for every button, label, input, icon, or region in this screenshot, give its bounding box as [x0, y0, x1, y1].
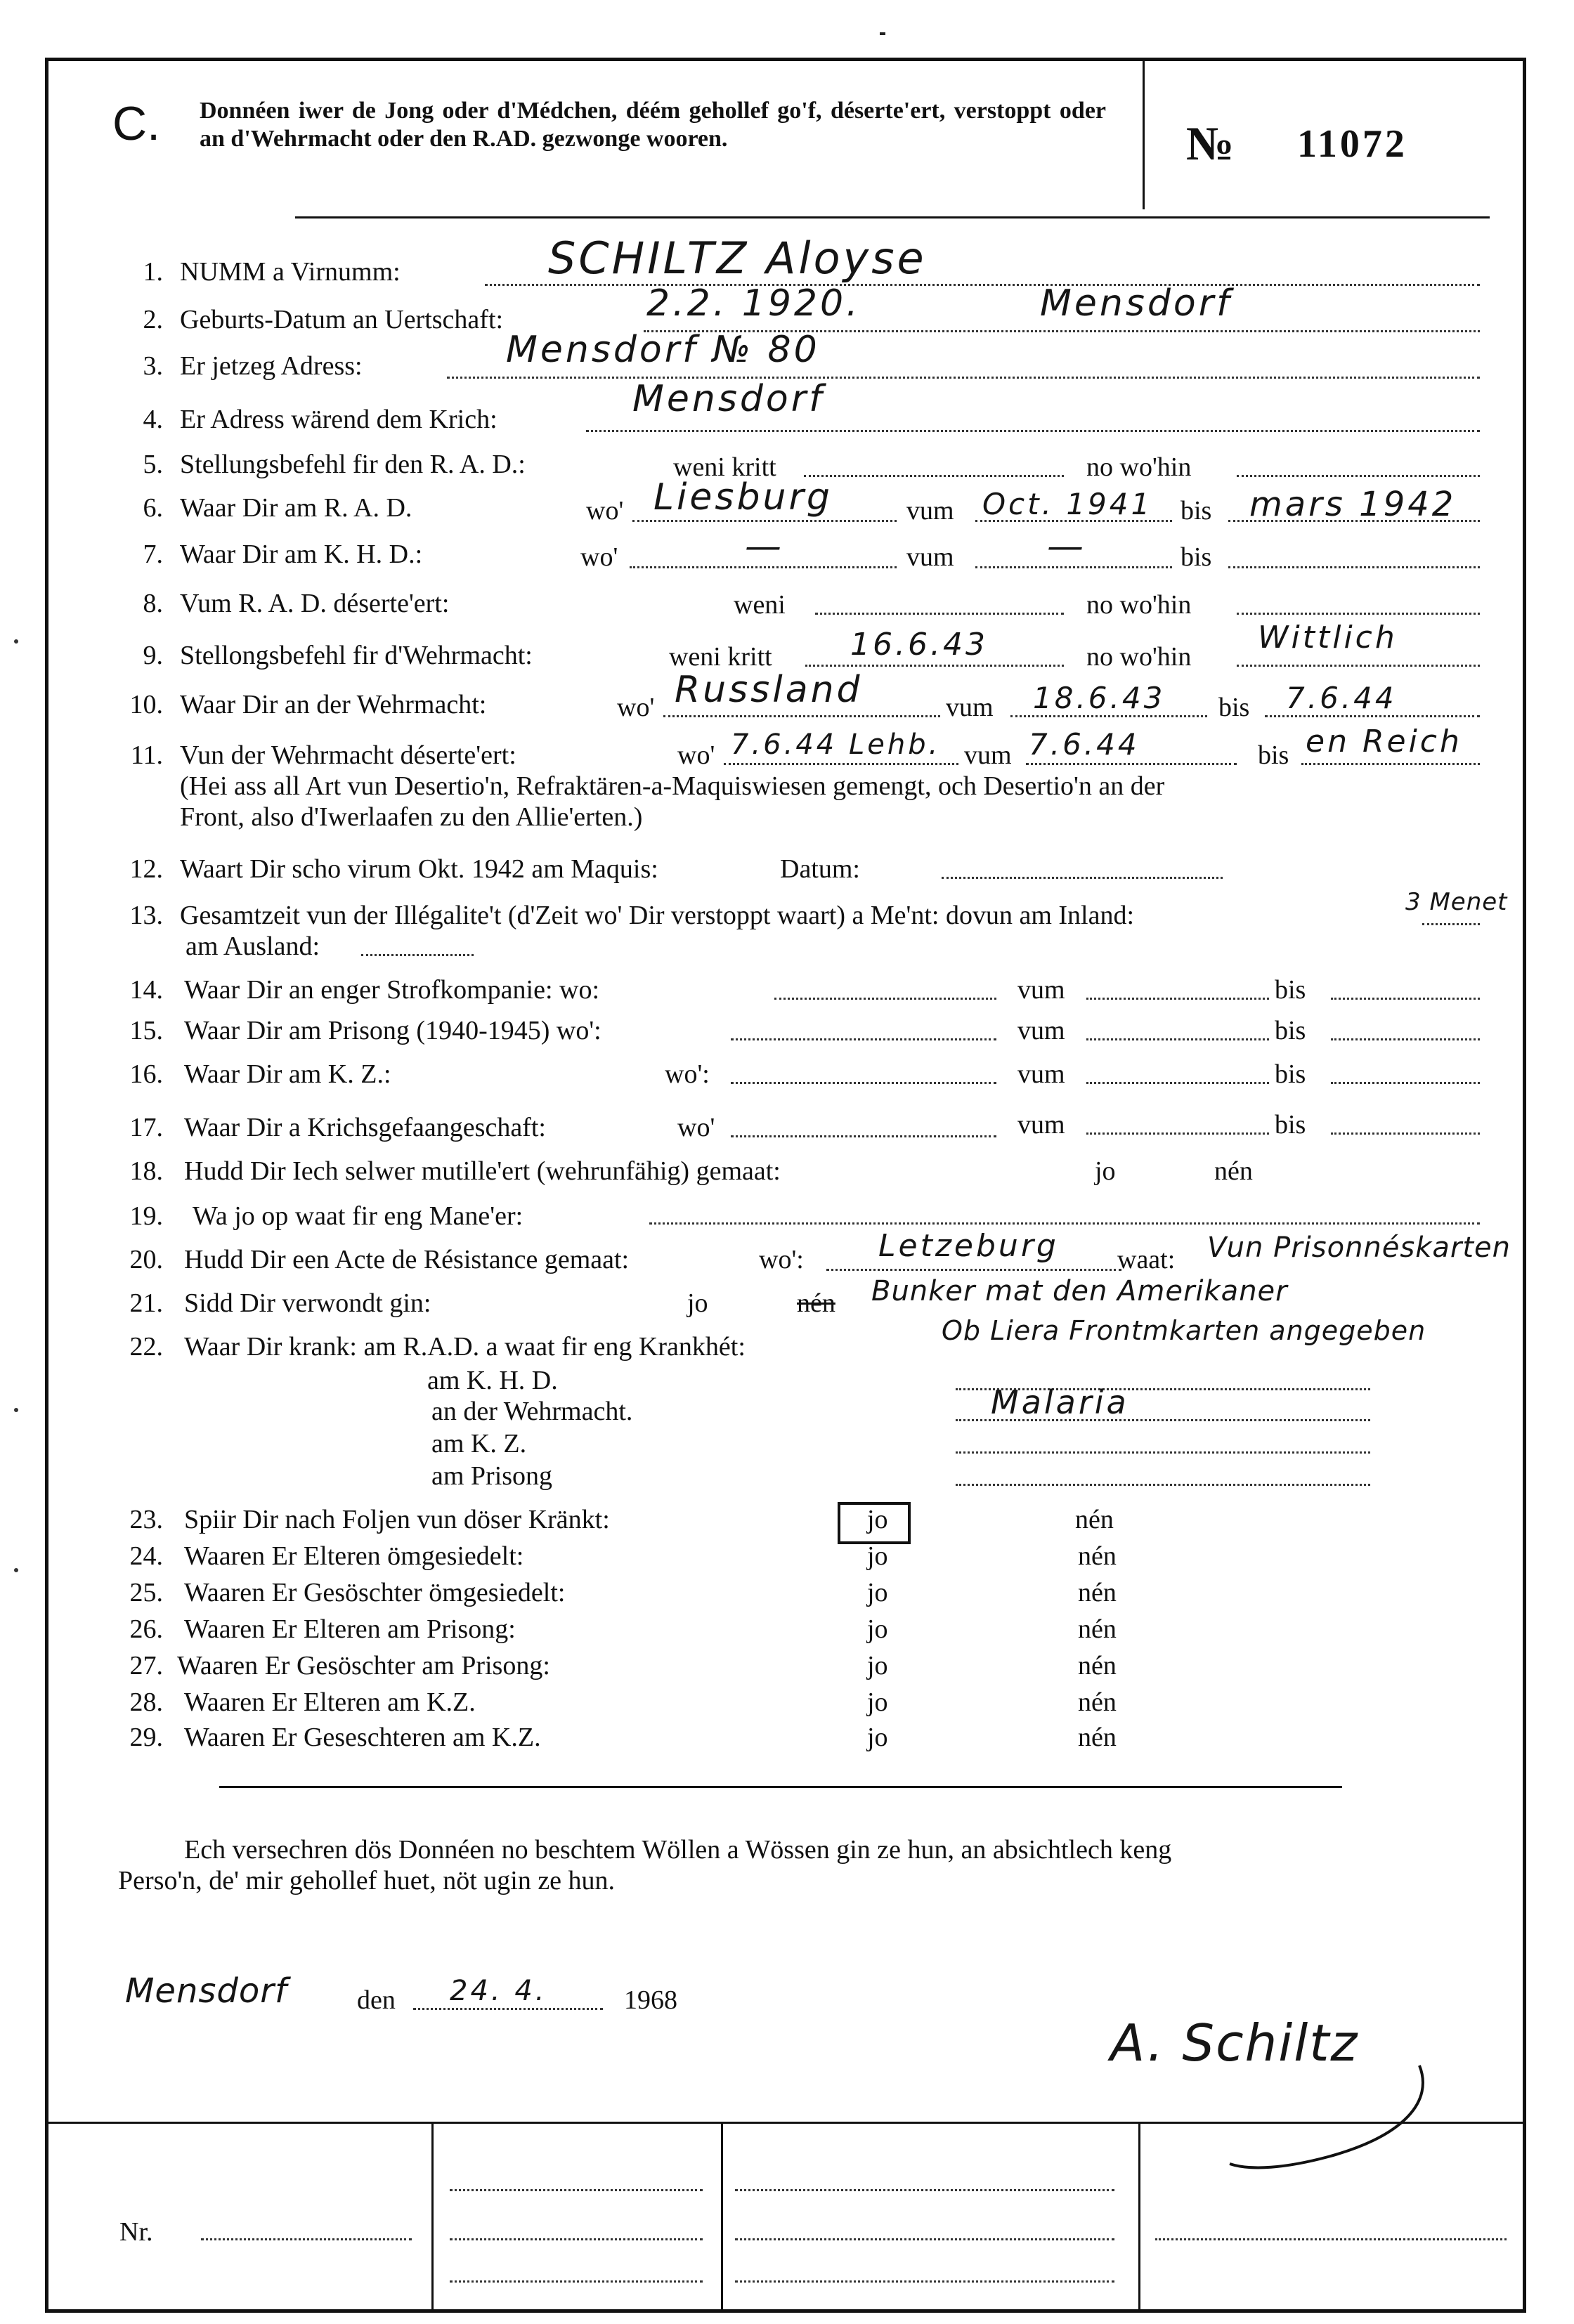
footer-dots-7[interactable] [1155, 2238, 1507, 2240]
hw-wehrmacht-order-date: 16.6.43 [850, 627, 988, 662]
q6-bis: bis [1180, 496, 1212, 525]
q7-label: Waar Dir am K. H. D.: [180, 540, 423, 569]
q20-where-field[interactable] [826, 1269, 1121, 1271]
q22-sub-prisong: am Prisong [431, 1461, 553, 1491]
q16-label: Waar Dir am K. Z.: [184, 1059, 391, 1089]
q17-number: 17. [129, 1113, 163, 1142]
footer-col-2 [721, 2122, 723, 2313]
q5-where-field[interactable] [1237, 475, 1480, 477]
q27-label: Waaren Er Gesöschter am Prisong: [177, 1651, 550, 1680]
q11-number: 11. [130, 740, 163, 770]
hw-birth-place: Mensdorf [1040, 282, 1232, 325]
q16-where-field[interactable] [731, 1082, 996, 1084]
q15-where-field[interactable] [731, 1038, 996, 1040]
q28-number: 28. [129, 1687, 163, 1717]
hw-place: Mensdorf [125, 1971, 287, 2011]
q26-label: Waaren Er Elteren am Prisong: [184, 1614, 516, 1644]
q7-vum: vum [906, 542, 954, 572]
hw-wehrmacht-to: 7.6.44 [1286, 681, 1397, 715]
q19-field[interactable] [649, 1222, 1480, 1225]
q18-label: Hudd Dir Iech selwer mutille'ert (wehrunfähig) gemaat: [184, 1156, 781, 1186]
q8-label: Vum R. A. D. déserte'ert: [180, 589, 450, 618]
section-letter: C. [112, 97, 160, 150]
q6-number: 6. [143, 493, 163, 523]
q15-label: Waar Dir am Prisong (1940-1945) wo': [184, 1016, 601, 1045]
q22-number: 22. [129, 1332, 163, 1362]
q17-vum: vum [1017, 1110, 1065, 1140]
q13-ausland-field[interactable] [361, 954, 474, 956]
q5-weni-kritt: weni kritt [673, 452, 776, 482]
footer-col-1 [431, 2122, 434, 2313]
margin-mark [14, 1568, 18, 1572]
q26-number: 26. [129, 1614, 163, 1644]
q17-to-field[interactable] [1331, 1132, 1480, 1135]
q12-label: Waart Dir scho virum Okt. 1942 am Maquis: [180, 854, 658, 884]
q5-number: 5. [143, 450, 163, 479]
q13-label: Gesamtzeit vun der Illégalite't (d'Zeit wo' Dir verstoppt waart) a Me'nt: dovun am Inland: [180, 901, 1135, 930]
section-title: Donnéen iwer de Jong oder d'Médchen, déém gehollef go'f, déserte'ert, verstoppt oder an d'Wehrmacht oder den R.AD. gezwonge wooren. [200, 98, 1106, 152]
q11-label: Vun der Wehrmacht déserte'ert: [180, 740, 516, 770]
q6-wo: wo' [586, 496, 624, 525]
q2-label: Geburts-Datum an Uertschaft: [180, 305, 504, 334]
q15-number: 15. [129, 1016, 163, 1045]
footer-dots-2[interactable] [450, 2238, 703, 2240]
hw-rad-where: Liesburg [653, 476, 833, 518]
q6-vum: vum [906, 496, 954, 525]
q17-wo: wo' [677, 1113, 715, 1142]
q21-label: Sidd Dir verwondt gin: [184, 1288, 431, 1318]
q9-weni-kritt: weni kritt [669, 642, 772, 672]
q14-to-field[interactable] [1331, 998, 1480, 1000]
q8-wohin: no wo'hin [1086, 590, 1192, 620]
q14-number: 14. [129, 975, 163, 1005]
hw-resistance-where: Letzeburg [878, 1228, 1059, 1264]
hw-wounded-note: Bunker mat den Amerikaner [871, 1275, 1288, 1307]
q13-number: 13. [129, 901, 163, 930]
header-rule [295, 216, 1490, 218]
header-divider [1143, 58, 1145, 209]
q18-nen[interactable]: nén [1214, 1156, 1253, 1186]
q22-prisong-field[interactable] [956, 1484, 1370, 1486]
q1-label: NUMM a Virnumm: [180, 257, 401, 287]
q5-label: Stellungsbefehl fir den R. A. D.: [180, 450, 526, 479]
year-label: 1968 [624, 1985, 677, 2015]
q22-sub-kz: am K. Z. [431, 1429, 527, 1458]
q14-label: Waar Dir an enger Strofkompanie: wo: [184, 975, 600, 1005]
hw-inland-months: 3 Menet [1405, 888, 1508, 916]
stray-mark [880, 32, 885, 35]
q19-label: Wa jo op waat fir eng Mane'er: [193, 1201, 523, 1231]
q11-vum: vum [964, 740, 1012, 770]
footer-dots-3[interactable] [450, 2280, 703, 2283]
q8-where-field[interactable] [1237, 613, 1480, 615]
q3-label: Er jetzeg Adress: [180, 351, 363, 381]
hw-signature: A. Schiltz [1110, 2013, 1359, 2072]
q9-no-wohin: no wo'hin [1086, 642, 1192, 672]
q1-field[interactable] [485, 284, 1480, 286]
q2-number: 2. [143, 305, 163, 334]
hw-illness-wehrmacht: Malaria [991, 1383, 1129, 1421]
q4-field[interactable] [586, 430, 1480, 432]
q21-nen[interactable]: nén [797, 1288, 835, 1318]
q11-wo: wo' [677, 740, 715, 770]
q28-jo[interactable]: jo [867, 1687, 888, 1717]
q23-number: 23. [129, 1505, 163, 1534]
hw-desert-where: 7.6.44 Lehb. [731, 729, 941, 761]
footer-dots-4[interactable] [735, 2189, 1114, 2191]
q3-number: 3. [143, 351, 163, 381]
q15-bis: bis [1275, 1016, 1306, 1045]
q9-number: 9. [143, 641, 163, 670]
footer-dots-6[interactable] [735, 2280, 1114, 2283]
hw-address: Mensdorf № 80 [506, 329, 820, 371]
q25-nen[interactable]: nén [1078, 1578, 1117, 1607]
q8-date-field[interactable] [815, 613, 1064, 615]
q29-label: Waaren Er Geseschteren am K.Z. [184, 1723, 541, 1752]
q8-weni: weni [734, 590, 786, 620]
q14-vum: vum [1017, 975, 1065, 1005]
q22-sub-khd: am K. H. D. [427, 1366, 558, 1395]
q7-number: 7. [143, 540, 163, 569]
q25-number: 25. [129, 1578, 163, 1607]
footer-col-3 [1138, 2122, 1140, 2313]
hw-date: 24. 4. [450, 1975, 547, 2007]
footer-nr-label: Nr. [119, 2217, 153, 2247]
q21-jo[interactable]: jo [687, 1288, 708, 1318]
q16-bis: bis [1275, 1059, 1306, 1089]
q11-note-line1: (Hei ass all Art vun Desertio'n, Refraktären-a-Maquiswiesen gemengt, och Desertio'n an der [180, 771, 1165, 801]
q23-nen[interactable]: nén [1075, 1505, 1114, 1534]
hw-khd-from: — [1047, 525, 1086, 568]
q10-wo: wo' [617, 693, 655, 722]
q27-jo[interactable]: jo [867, 1651, 888, 1680]
q14-bis: bis [1275, 975, 1306, 1005]
q3-field[interactable] [447, 377, 1480, 379]
q17-bis: bis [1275, 1110, 1306, 1140]
q21-number: 21. [129, 1288, 163, 1318]
hw-resistance-what: Vun Prisonnéskarten [1207, 1232, 1511, 1264]
hw-war-address: Mensdorf [632, 378, 825, 420]
q29-nen[interactable]: nén [1078, 1723, 1117, 1752]
q17-label: Waar Dir a Krichsgefaangeschaft: [184, 1113, 546, 1142]
q16-wo: wo': [665, 1059, 710, 1089]
q26-jo[interactable]: jo [867, 1614, 888, 1644]
number-symbol: № [1186, 117, 1235, 170]
q11-bis: bis [1258, 740, 1289, 770]
q14-where-field[interactable] [774, 998, 996, 1000]
hw-desert-from: 7.6.44 [1029, 727, 1140, 762]
q10-number: 10. [129, 690, 163, 719]
footer-rule [45, 2122, 1526, 2124]
q23-label: Spiir Dir nach Foljen vun döser Kränkt: [184, 1505, 610, 1534]
hw-wehrmacht-where: Russland [675, 669, 863, 711]
q24-label: Waaren Er Elteren ömgesiedelt: [184, 1541, 524, 1571]
declaration-line1: Ech versechren dös Donnéen no beschtem Wöllen a Wössen gin ze hun, an absichtlech keng [184, 1835, 1172, 1865]
hw-illness-rad: Ob Liera Frontmkarten angegeben [942, 1315, 1426, 1346]
q20-label: Hudd Dir een Acte de Résistance gemaat: [184, 1245, 630, 1274]
hw-rad-from: Oct. 1941 [982, 487, 1153, 521]
den-label: den [357, 1985, 396, 2015]
hw-khd-where: — [745, 525, 784, 568]
q7-bis: bis [1180, 542, 1212, 572]
q7-wo: wo' [580, 542, 618, 572]
hw-wehrmacht-from: 18.6.43 [1033, 681, 1166, 715]
q25-label: Waaren Er Gesöschter ömgesiedelt: [184, 1578, 566, 1607]
q26-nen[interactable]: nén [1078, 1614, 1117, 1644]
q17-where-field[interactable] [731, 1135, 996, 1137]
q16-from-field[interactable] [1086, 1082, 1269, 1084]
q7-to-field[interactable] [1228, 566, 1480, 568]
q1-number: 1. [143, 257, 163, 287]
q11-to-field[interactable] [1301, 763, 1480, 765]
q14-from-field[interactable] [1086, 998, 1269, 1000]
margin-mark [14, 639, 18, 644]
q12-date-field[interactable] [942, 877, 1223, 879]
q13-ausland-label: am Ausland: [186, 932, 320, 961]
q28-label: Waaren Er Elteren am K.Z. [184, 1687, 476, 1717]
q20-waat: waat: [1117, 1245, 1176, 1274]
q17-from-field[interactable] [1086, 1132, 1269, 1135]
q11-note-line2: Front, also d'Iwerlaafen zu den Allie'erten.) [180, 802, 643, 832]
q9-date-field[interactable] [805, 665, 1064, 667]
margin-mark [14, 1408, 18, 1412]
q20-wo: wo': [759, 1245, 804, 1274]
q22-label: Waar Dir krank: am R.A.D. a waat fir eng Krankhét: [184, 1332, 746, 1362]
q27-number: 27. [129, 1651, 163, 1680]
q12-datum: Datum: [780, 854, 860, 884]
hw-birth-date: 2.2. 1920. [646, 282, 861, 325]
q18-jo[interactable]: jo [1095, 1156, 1116, 1186]
q4-number: 4. [143, 405, 163, 434]
q16-number: 16. [129, 1059, 163, 1089]
q24-jo[interactable]: jo [867, 1541, 888, 1571]
q16-vum: vum [1017, 1059, 1065, 1089]
q6-where-field[interactable] [632, 520, 897, 522]
q8-number: 8. [143, 589, 163, 618]
q10-bis: bis [1218, 693, 1250, 722]
hw-desert-to: en Reich [1306, 724, 1462, 759]
hw-wehrmacht-order-where: Wittlich [1258, 620, 1398, 655]
q20-number: 20. [129, 1245, 163, 1274]
declaration-rule [219, 1786, 1342, 1788]
q6-label: Waar Dir am R. A. D. [180, 493, 412, 523]
q5-no-wohin: no wo'hin [1086, 452, 1192, 482]
q13-inland-field[interactable] [1422, 923, 1480, 925]
q10-label: Waar Dir an der Wehrmacht: [180, 690, 487, 719]
form-number: 11072 [1297, 122, 1407, 166]
q12-number: 12. [129, 854, 163, 884]
hw-rad-to: mars 1942 [1249, 485, 1457, 524]
q15-to-field[interactable] [1331, 1038, 1480, 1040]
q18-number: 18. [129, 1156, 163, 1186]
q4-label: Er Adress wärend dem Krich: [180, 405, 497, 434]
q10-vum: vum [946, 693, 994, 722]
q29-jo[interactable]: jo [867, 1723, 888, 1752]
footer-dots-1[interactable] [450, 2189, 703, 2191]
q19-number: 19. [129, 1201, 163, 1231]
q5-date-field[interactable] [804, 475, 1064, 477]
q9-where-field[interactable] [1237, 665, 1480, 667]
q23-jo[interactable]: jo [867, 1505, 888, 1534]
q10-where-field[interactable] [663, 715, 940, 717]
q9-label: Stellongsbefehl fir d'Wehrmacht: [180, 641, 533, 670]
q24-nen[interactable]: nén [1078, 1541, 1117, 1571]
declaration-line2: Perso'n, de' mir gehollef huet, nöt ugin ze hun. [118, 1866, 616, 1895]
q22-sub-wehrmacht: an der Wehrmacht. [431, 1397, 633, 1426]
q22-kz-field[interactable] [956, 1451, 1370, 1454]
q15-from-field[interactable] [1086, 1038, 1269, 1040]
signature-stroke [1223, 2058, 1462, 2178]
footer-nr-field[interactable] [201, 2238, 412, 2240]
q28-nen[interactable]: nén [1078, 1687, 1117, 1717]
q27-nen[interactable]: nén [1078, 1651, 1117, 1680]
q29-number: 29. [129, 1723, 163, 1752]
q25-jo[interactable]: jo [867, 1578, 888, 1607]
footer-dots-5[interactable] [735, 2238, 1114, 2240]
q24-number: 24. [129, 1541, 163, 1571]
hw-name: SCHILTZ Aloyse [548, 233, 927, 284]
q15-vum: vum [1017, 1016, 1065, 1045]
q16-to-field[interactable] [1331, 1082, 1480, 1084]
